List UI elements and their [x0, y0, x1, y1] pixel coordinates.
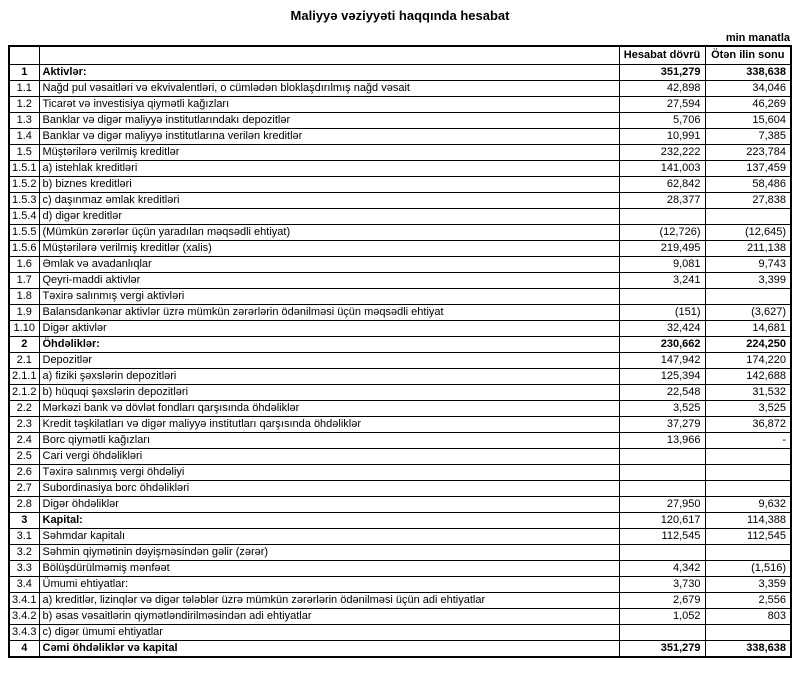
value-cell-previous-year-end: (1,516) — [705, 561, 791, 577]
value-cell-previous-year-end: (12,645) — [705, 225, 791, 241]
value-cell-previous-year-end — [705, 545, 791, 561]
value-cell-reporting-period — [619, 289, 705, 305]
row-number-cell: 1.8 — [9, 289, 39, 305]
value-cell-previous-year-end: - — [705, 433, 791, 449]
financial-position-table — [8, 45, 792, 658]
table-row — [9, 273, 791, 289]
table-row — [9, 481, 791, 497]
table-row — [9, 433, 791, 449]
row-number-cell: 2.6 — [9, 465, 39, 481]
value-cell-previous-year-end: 224,250 — [705, 337, 791, 353]
table-row — [9, 497, 791, 513]
value-cell-previous-year-end: 34,046 — [705, 81, 791, 97]
table-row — [9, 225, 791, 241]
value-cell-previous-year-end: 223,784 — [705, 145, 791, 161]
row-number-cell: 1.5.4 — [9, 209, 39, 225]
table-row — [9, 177, 791, 193]
table-row — [9, 161, 791, 177]
row-number-cell: 2.1.1 — [9, 369, 39, 385]
value-cell-previous-year-end: 7,385 — [705, 129, 791, 145]
row-label-cell: Öhdəliklər: — [39, 337, 619, 353]
value-cell-reporting-period: 22,548 — [619, 385, 705, 401]
value-cell-previous-year-end: 142,688 — [705, 369, 791, 385]
row-number-cell: 1.3 — [9, 113, 39, 129]
value-cell-reporting-period: 125,394 — [619, 369, 705, 385]
value-cell-reporting-period: 13,966 — [619, 433, 705, 449]
value-cell-previous-year-end: 803 — [705, 609, 791, 625]
row-number-cell: 2 — [9, 337, 39, 353]
value-cell-reporting-period — [619, 209, 705, 225]
row-label-cell: Nağd pul vəsaitləri və ekvivalentləri, o cümlədən bloklaşdırılmış nağd vəsait — [39, 81, 619, 97]
row-number-cell: 2.8 — [9, 497, 39, 513]
row-label-cell: Əmlak və avadanlıqlar — [39, 257, 619, 273]
value-cell-reporting-period: 112,545 — [619, 529, 705, 545]
value-cell-reporting-period — [619, 449, 705, 465]
value-cell-previous-year-end — [705, 449, 791, 465]
value-cell-reporting-period: 120,617 — [619, 513, 705, 529]
value-cell-reporting-period: 42,898 — [619, 81, 705, 97]
row-number-cell: 3.4.2 — [9, 609, 39, 625]
value-cell-previous-year-end: 14,681 — [705, 321, 791, 337]
table-row — [9, 609, 791, 625]
value-cell-previous-year-end: (3,627) — [705, 305, 791, 321]
row-number-cell: 1.10 — [9, 321, 39, 337]
row-number-cell: 1.5.5 — [9, 225, 39, 241]
row-number-cell: 1.2 — [9, 97, 39, 113]
row-label-cell: Cəmi öhdəliklər və kapital — [39, 641, 619, 658]
value-cell-previous-year-end: 211,138 — [705, 241, 791, 257]
table-row — [9, 289, 791, 305]
table-body — [9, 65, 791, 658]
table-row — [9, 401, 791, 417]
row-label-cell: a) istehlak kreditləri — [39, 161, 619, 177]
row-number-cell: 1.5.1 — [9, 161, 39, 177]
value-cell-reporting-period — [619, 625, 705, 641]
row-label-cell: Müştərilərə verilmiş kreditlər — [39, 145, 619, 161]
value-cell-reporting-period: 3,241 — [619, 273, 705, 289]
value-cell-reporting-period: 2,679 — [619, 593, 705, 609]
table-row — [9, 369, 791, 385]
value-cell-reporting-period: 219,495 — [619, 241, 705, 257]
value-cell-reporting-period: 141,003 — [619, 161, 705, 177]
value-cell-reporting-period: 28,377 — [619, 193, 705, 209]
value-cell-reporting-period: 37,279 — [619, 417, 705, 433]
row-label-cell: Kredit təşkilatları və digər maliyyə institutları qarşısında öhdəliklər — [39, 417, 619, 433]
table-row — [9, 449, 791, 465]
row-number-cell: 3 — [9, 513, 39, 529]
row-number-cell: 1.5.2 — [9, 177, 39, 193]
value-cell-previous-year-end: 338,638 — [705, 641, 791, 658]
value-cell-reporting-period: (12,726) — [619, 225, 705, 241]
row-label-cell: Təxirə salınmış vergi öhdəliyi — [39, 465, 619, 481]
row-label-cell: Borc qiymətli kağızları — [39, 433, 619, 449]
row-label-cell: Subordinasiya borc öhdəlikləri — [39, 481, 619, 497]
table-row — [9, 577, 791, 593]
value-cell-previous-year-end — [705, 289, 791, 305]
row-label-cell: c) daşınmaz əmlak kreditləri — [39, 193, 619, 209]
row-label-cell: b) əsas vəsaitlərin qiymətləndirilməsindən adi ehtiyatlar — [39, 609, 619, 625]
value-cell-reporting-period: 1,052 — [619, 609, 705, 625]
row-number-cell: 1.5 — [9, 145, 39, 161]
table-row — [9, 145, 791, 161]
value-cell-reporting-period: 3,525 — [619, 401, 705, 417]
table-row — [9, 81, 791, 97]
value-cell-reporting-period: 351,279 — [619, 65, 705, 81]
row-label-cell: c) digər ümumi ehtiyatlar — [39, 625, 619, 641]
row-label-cell: Kapital: — [39, 513, 619, 529]
row-number-cell: 2.1 — [9, 353, 39, 369]
unit-note: min manatla — [725, 32, 790, 44]
row-label-cell: (Mümkün zərərlər üçün yaradılan məqsədli ehtiyat) — [39, 225, 619, 241]
value-cell-reporting-period: 5,706 — [619, 113, 705, 129]
value-cell-reporting-period: 232,222 — [619, 145, 705, 161]
table-row — [9, 209, 791, 225]
table-row — [9, 625, 791, 641]
row-number-cell: 1.5.3 — [9, 193, 39, 209]
row-label-cell: Ticarət və investisiya qiymətli kağızları — [39, 97, 619, 113]
table-row — [9, 65, 791, 81]
table-row — [9, 529, 791, 545]
value-cell-previous-year-end — [705, 465, 791, 481]
row-number-cell: 1.1 — [9, 81, 39, 97]
row-number-cell: 2.1.2 — [9, 385, 39, 401]
value-cell-reporting-period: 3,730 — [619, 577, 705, 593]
row-number-cell: 4 — [9, 641, 39, 658]
value-cell-previous-year-end: 3,525 — [705, 401, 791, 417]
value-cell-previous-year-end: 3,399 — [705, 273, 791, 289]
header-row-number — [9, 46, 39, 65]
value-cell-previous-year-end: 9,632 — [705, 497, 791, 513]
row-number-cell: 2.7 — [9, 481, 39, 497]
table-row — [9, 385, 791, 401]
value-cell-reporting-period: 351,279 — [619, 641, 705, 658]
value-cell-previous-year-end: 114,388 — [705, 513, 791, 529]
row-label-cell: Mərkəzi bank və dövlət fondları qarşısında öhdəliklər — [39, 401, 619, 417]
row-label-cell: b) biznes kreditləri — [39, 177, 619, 193]
value-cell-previous-year-end: 36,872 — [705, 417, 791, 433]
page-title: Maliyyə vəziyyəti haqqında hesabat — [290, 8, 510, 23]
table-row — [9, 241, 791, 257]
row-number-cell: 2.4 — [9, 433, 39, 449]
row-label-cell: a) fiziki şəxslərin depozitləri — [39, 369, 619, 385]
value-cell-reporting-period: 9,081 — [619, 257, 705, 273]
row-number-cell: 2.2 — [9, 401, 39, 417]
row-number-cell: 3.4.1 — [9, 593, 39, 609]
row-label-cell: Depozitlər — [39, 353, 619, 369]
row-number-cell: 3.2 — [9, 545, 39, 561]
row-number-cell: 3.4.3 — [9, 625, 39, 641]
value-cell-previous-year-end: 174,220 — [705, 353, 791, 369]
value-cell-previous-year-end: 137,459 — [705, 161, 791, 177]
row-number-cell: 2.3 — [9, 417, 39, 433]
row-label-cell: Balansdankənar aktivlər üzrə mümkün zərərlərin ödənilməsi üçün məqsədli ehtiyat — [39, 305, 619, 321]
value-cell-previous-year-end: 3,359 — [705, 577, 791, 593]
row-number-cell: 1 — [9, 65, 39, 81]
row-number-cell: 2.5 — [9, 449, 39, 465]
table-row — [9, 305, 791, 321]
value-cell-previous-year-end: 2,556 — [705, 593, 791, 609]
table-row — [9, 513, 791, 529]
value-cell-reporting-period: 10,991 — [619, 129, 705, 145]
table-row — [9, 353, 791, 369]
table-row — [9, 337, 791, 353]
table-row — [9, 257, 791, 273]
row-label-cell: Cari vergi öhdəlikləri — [39, 449, 619, 465]
row-label-cell: Qeyri-maddi aktivlər — [39, 273, 619, 289]
table-row — [9, 641, 791, 658]
value-cell-previous-year-end — [705, 625, 791, 641]
value-cell-reporting-period: (151) — [619, 305, 705, 321]
value-cell-previous-year-end: 46,269 — [705, 97, 791, 113]
row-label-cell: Banklar və digər maliyyə institutlarına verilən kreditlər — [39, 129, 619, 145]
header-previous-year-end: Ötən ilin sonu — [705, 46, 791, 65]
row-label-cell: Banklar və digər maliyyə institutlarındakı depozitlər — [39, 113, 619, 129]
row-number-cell: 1.6 — [9, 257, 39, 273]
value-cell-previous-year-end: 15,604 — [705, 113, 791, 129]
value-cell-previous-year-end: 112,545 — [705, 529, 791, 545]
table-row — [9, 113, 791, 129]
value-cell-previous-year-end: 338,638 — [705, 65, 791, 81]
row-number-cell: 1.9 — [9, 305, 39, 321]
table-row — [9, 97, 791, 113]
row-label-cell: b) hüquqi şəxslərin depozitləri — [39, 385, 619, 401]
value-cell-reporting-period: 27,594 — [619, 97, 705, 113]
value-cell-previous-year-end: 9,743 — [705, 257, 791, 273]
value-cell-reporting-period: 62,842 — [619, 177, 705, 193]
row-number-cell: 1.5.6 — [9, 241, 39, 257]
table-row — [9, 561, 791, 577]
row-number-cell: 3.3 — [9, 561, 39, 577]
value-cell-reporting-period — [619, 545, 705, 561]
row-label-cell: Bölüşdürülməmiş mənfəət — [39, 561, 619, 577]
value-cell-reporting-period: 147,942 — [619, 353, 705, 369]
table-header-row — [9, 46, 791, 65]
row-label-cell: Müştərilərə verilmiş kreditlər (xalis) — [39, 241, 619, 257]
header-item-label — [39, 46, 619, 65]
table-row — [9, 545, 791, 561]
table-row — [9, 129, 791, 145]
value-cell-previous-year-end: 31,532 — [705, 385, 791, 401]
value-cell-reporting-period — [619, 465, 705, 481]
row-label-cell: Aktivlər: — [39, 65, 619, 81]
table-row — [9, 465, 791, 481]
row-label-cell: Ümumi ehtiyatlar: — [39, 577, 619, 593]
table-row — [9, 193, 791, 209]
row-number-cell: 1.4 — [9, 129, 39, 145]
header-reporting-period: Hesabat dövrü — [619, 46, 705, 65]
value-cell-previous-year-end — [705, 209, 791, 225]
value-cell-reporting-period: 27,950 — [619, 497, 705, 513]
value-cell-reporting-period — [619, 481, 705, 497]
row-label-cell: a) kreditlər, lizinqlər və digər tələblər üzrə mümkün zərərlərin ödənilməsi üçün adi ehtiyatlar — [39, 593, 619, 609]
value-cell-reporting-period: 230,662 — [619, 337, 705, 353]
row-label-cell: Digər öhdəliklər — [39, 497, 619, 513]
value-cell-reporting-period: 4,342 — [619, 561, 705, 577]
row-label-cell: Səhmin qiymətinin dəyişməsindən gəlir (zərər) — [39, 545, 619, 561]
row-number-cell: 3.1 — [9, 529, 39, 545]
row-label-cell: Səhmdar kapitalı — [39, 529, 619, 545]
row-label-cell: d) digər kreditlər — [39, 209, 619, 225]
table-row — [9, 593, 791, 609]
table-row — [9, 321, 791, 337]
value-cell-previous-year-end: 58,486 — [705, 177, 791, 193]
value-cell-previous-year-end — [705, 481, 791, 497]
row-number-cell: 3.4 — [9, 577, 39, 593]
value-cell-previous-year-end: 27,838 — [705, 193, 791, 209]
value-cell-reporting-period: 32,424 — [619, 321, 705, 337]
row-label-cell: Digər aktivlər — [39, 321, 619, 337]
table-row — [9, 417, 791, 433]
row-label-cell: Təxirə salınmış vergi aktivləri — [39, 289, 619, 305]
row-number-cell: 1.7 — [9, 273, 39, 289]
